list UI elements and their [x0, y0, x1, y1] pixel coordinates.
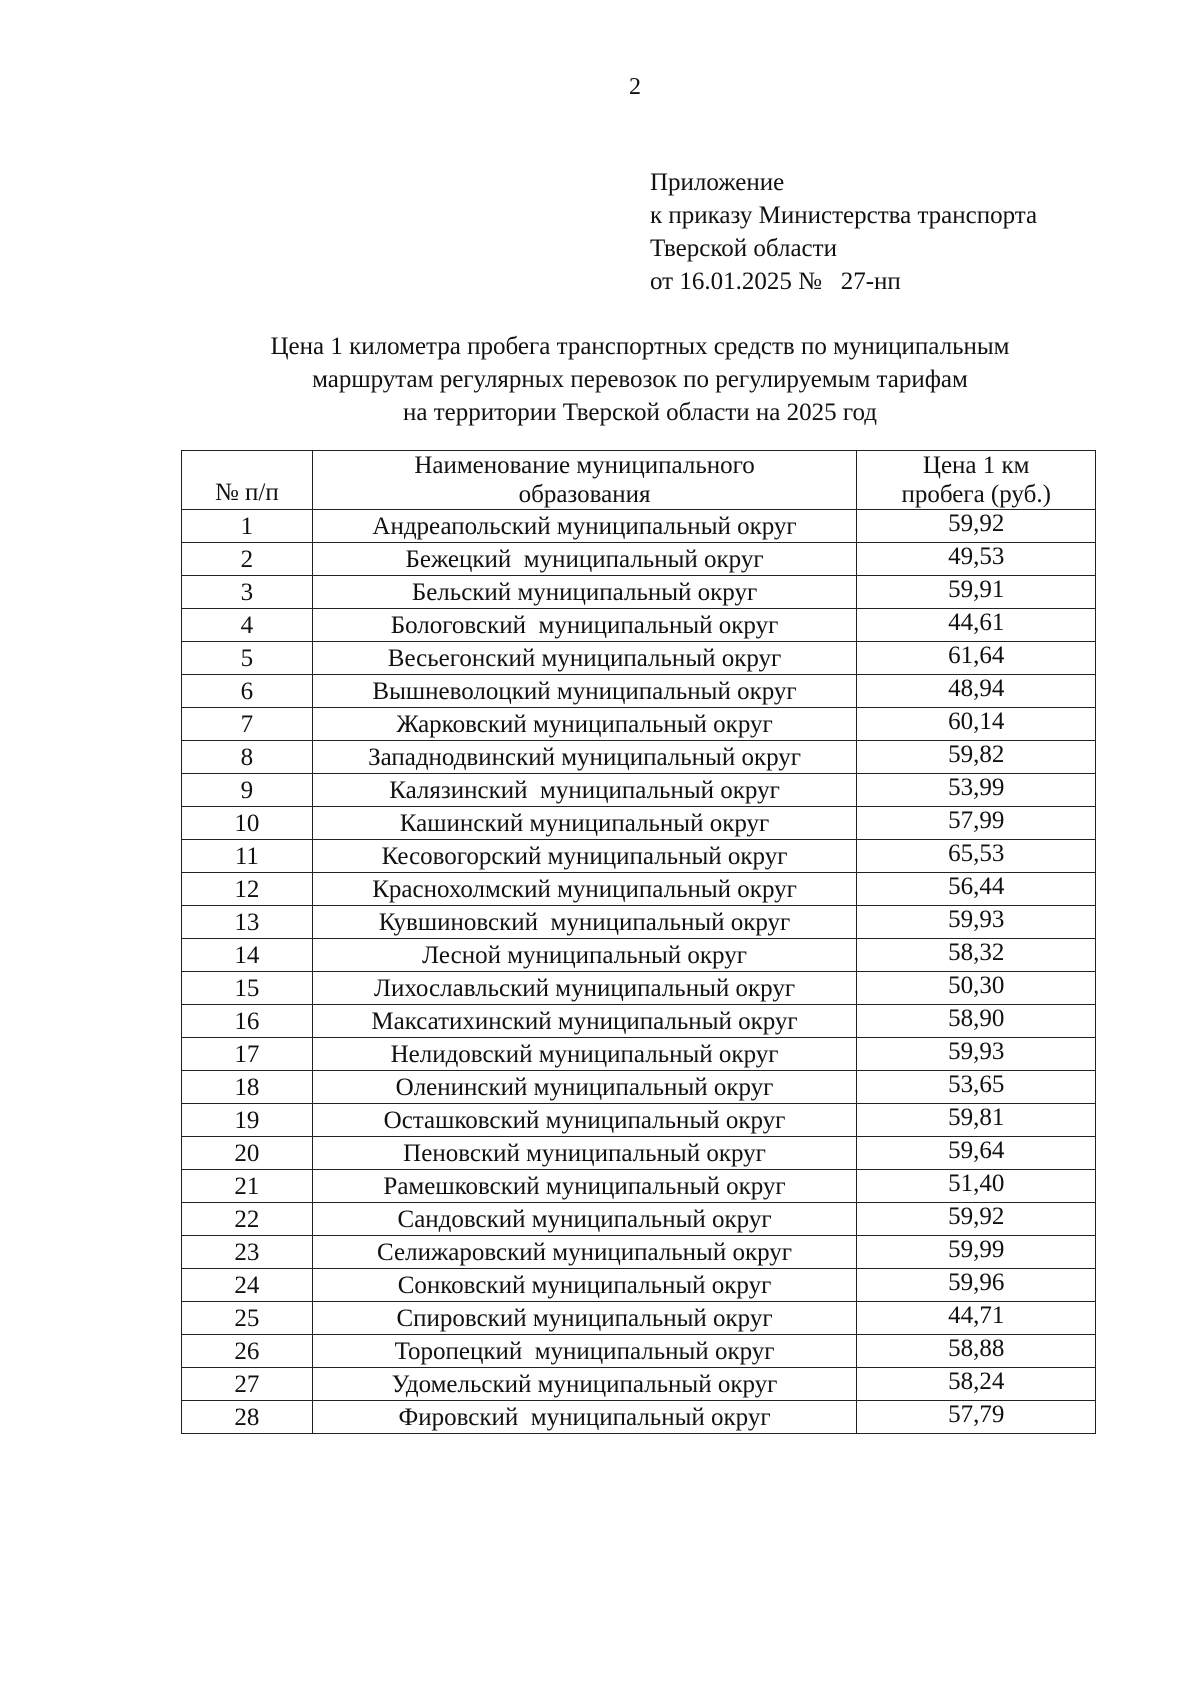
row-municipality-name: Бежецкий муниципальный округ [312, 543, 857, 576]
table-row [182, 1038, 1096, 1071]
row-price: 58,24 [857, 1368, 1096, 1401]
row-price: 57,99 [857, 807, 1096, 840]
row-number: 1 [182, 510, 313, 543]
row-number: 8 [182, 741, 313, 774]
row-municipality-name: Осташковский муниципальный округ [312, 1104, 857, 1137]
row-number: 12 [182, 873, 313, 906]
row-price: 58,88 [857, 1335, 1096, 1368]
table-row [182, 675, 1096, 708]
appendix-line-2: к приказу Министерства транспорта [650, 202, 1038, 229]
row-number: 14 [182, 939, 313, 972]
row-price: 50,30 [857, 972, 1096, 1005]
row-municipality-name: Спировский муниципальный округ [312, 1302, 857, 1335]
table-row [182, 1203, 1096, 1236]
document-title [190, 330, 1090, 429]
row-price: 57,79 [857, 1401, 1096, 1434]
table-row [182, 873, 1096, 906]
row-number: 20 [182, 1137, 313, 1170]
row-number: 27 [182, 1368, 313, 1401]
row-municipality-name: Лихославльский муниципальный округ [312, 972, 857, 1005]
table-row [182, 741, 1096, 774]
row-number: 21 [182, 1170, 313, 1203]
table-row [182, 708, 1096, 741]
row-municipality-name: Весьегонский муниципальный округ [312, 642, 857, 675]
row-price: 44,61 [857, 609, 1096, 642]
row-price: 61,64 [857, 642, 1096, 675]
table-row [182, 642, 1096, 675]
row-price: 59,91 [857, 576, 1096, 609]
row-price: 59,92 [857, 510, 1096, 543]
row-number: 16 [182, 1005, 313, 1038]
row-municipality-name: Кесовогорский муниципальный округ [312, 840, 857, 873]
table-row [182, 807, 1096, 840]
tariff-table [181, 450, 1096, 1434]
row-number: 3 [182, 576, 313, 609]
title-line-2: маршрутам регулярных перевозок по регулируемым тарифам [312, 366, 968, 393]
row-municipality-name: Фировский муниципальный округ [312, 1401, 857, 1434]
header-price-line-2: пробега (руб.) [901, 481, 1051, 508]
table-row [182, 543, 1096, 576]
table-row [182, 972, 1096, 1005]
table-header-row [182, 451, 1096, 510]
row-price: 59,82 [857, 741, 1096, 774]
appendix-line-3: Тверской области [650, 235, 837, 262]
row-price: 59,96 [857, 1269, 1096, 1302]
row-price: 51,40 [857, 1170, 1096, 1203]
table-row [182, 1005, 1096, 1038]
table-row [182, 774, 1096, 807]
row-number: 5 [182, 642, 313, 675]
row-number: 22 [182, 1203, 313, 1236]
row-price: 56,44 [857, 873, 1096, 906]
table-row [182, 1335, 1096, 1368]
table-row [182, 1236, 1096, 1269]
appendix-line-1: Приложение [650, 169, 785, 196]
table-row [182, 609, 1096, 642]
row-number: 9 [182, 774, 313, 807]
row-number: 13 [182, 906, 313, 939]
table-row [182, 1170, 1096, 1203]
row-number: 4 [182, 609, 313, 642]
appendix-line-4: от 16.01.2025 № 27-нп [650, 268, 901, 295]
row-municipality-name: Западнодвинский муниципальный округ [312, 741, 857, 774]
row-number: 25 [182, 1302, 313, 1335]
header-name-line-1: Наименование муниципального [414, 452, 755, 479]
table-row [182, 1302, 1096, 1335]
row-price: 65,53 [857, 840, 1096, 873]
row-price: 59,93 [857, 1038, 1096, 1071]
table-row [182, 1401, 1096, 1434]
row-number: 11 [182, 840, 313, 873]
row-municipality-name: Кашинский муниципальный округ [312, 807, 857, 840]
row-number: 15 [182, 972, 313, 1005]
row-number: 10 [182, 807, 313, 840]
header-number: № п/п [182, 451, 313, 510]
row-municipality-name: Бологовский муниципальный округ [312, 609, 857, 642]
row-price: 58,90 [857, 1005, 1096, 1038]
row-price: 59,93 [857, 906, 1096, 939]
row-price: 49,53 [857, 543, 1096, 576]
row-number: 28 [182, 1401, 313, 1434]
title-line-3: на территории Тверской области на 2025 год [402, 399, 878, 426]
table-row [182, 1269, 1096, 1302]
page-number: 2 [629, 74, 641, 100]
header-name-line-2: образования [518, 481, 651, 508]
row-number: 7 [182, 708, 313, 741]
row-number: 19 [182, 1104, 313, 1137]
row-price: 59,99 [857, 1236, 1096, 1269]
row-price: 48,94 [857, 675, 1096, 708]
table-row [182, 1071, 1096, 1104]
row-price: 59,81 [857, 1104, 1096, 1137]
row-municipality-name: Андреапольский муниципальный округ [312, 510, 857, 543]
row-municipality-name: Кувшиновский муниципальный округ [312, 906, 857, 939]
row-municipality-name: Краснохолмский муниципальный округ [312, 873, 857, 906]
row-municipality-name: Оленинский муниципальный округ [312, 1071, 857, 1104]
row-number: 23 [182, 1236, 313, 1269]
header-name [312, 451, 857, 510]
table-row [182, 1137, 1096, 1170]
table-row [182, 906, 1096, 939]
row-municipality-name: Сонковский муниципальный округ [312, 1269, 857, 1302]
row-municipality-name: Бельский муниципальный округ [312, 576, 857, 609]
table-row [182, 510, 1096, 543]
row-municipality-name: Вышневолоцкий муниципальный округ [312, 675, 857, 708]
row-municipality-name: Жарковский муниципальный округ [312, 708, 857, 741]
row-municipality-name: Торопецкий муниципальный округ [312, 1335, 857, 1368]
table-body [182, 510, 1096, 1434]
row-price: 59,92 [857, 1203, 1096, 1236]
row-price: 53,65 [857, 1071, 1096, 1104]
row-municipality-name: Пеновский муниципальный округ [312, 1137, 857, 1170]
table-row [182, 576, 1096, 609]
row-municipality-name: Лесной муниципальный округ [312, 939, 857, 972]
table-row [182, 840, 1096, 873]
appendix-block [650, 166, 1037, 298]
row-price: 59,64 [857, 1137, 1096, 1170]
row-price: 58,32 [857, 939, 1096, 972]
row-number: 18 [182, 1071, 313, 1104]
row-municipality-name: Максатихинский муниципальный округ [312, 1005, 857, 1038]
table-row [182, 939, 1096, 972]
table-row [182, 1368, 1096, 1401]
title-line-1: Цена 1 километра пробега транспортных средств по муниципальным [270, 333, 1010, 360]
row-number: 2 [182, 543, 313, 576]
row-number: 24 [182, 1269, 313, 1302]
header-price [857, 451, 1096, 510]
row-municipality-name: Сандовский муниципальный округ [312, 1203, 857, 1236]
row-number: 26 [182, 1335, 313, 1368]
row-number: 6 [182, 675, 313, 708]
row-municipality-name: Калязинский муниципальный округ [312, 774, 857, 807]
table-row [182, 1104, 1096, 1137]
row-municipality-name: Удомельский муниципальный округ [312, 1368, 857, 1401]
row-municipality-name: Нелидовский муниципальный округ [312, 1038, 857, 1071]
row-municipality-name: Рамешковский муниципальный округ [312, 1170, 857, 1203]
row-price: 53,99 [857, 774, 1096, 807]
row-price: 60,14 [857, 708, 1096, 741]
row-municipality-name: Селижаровский муниципальный округ [312, 1236, 857, 1269]
row-price: 44,71 [857, 1302, 1096, 1335]
header-price-line-1: Цена 1 км [922, 452, 1030, 479]
row-number: 17 [182, 1038, 313, 1071]
